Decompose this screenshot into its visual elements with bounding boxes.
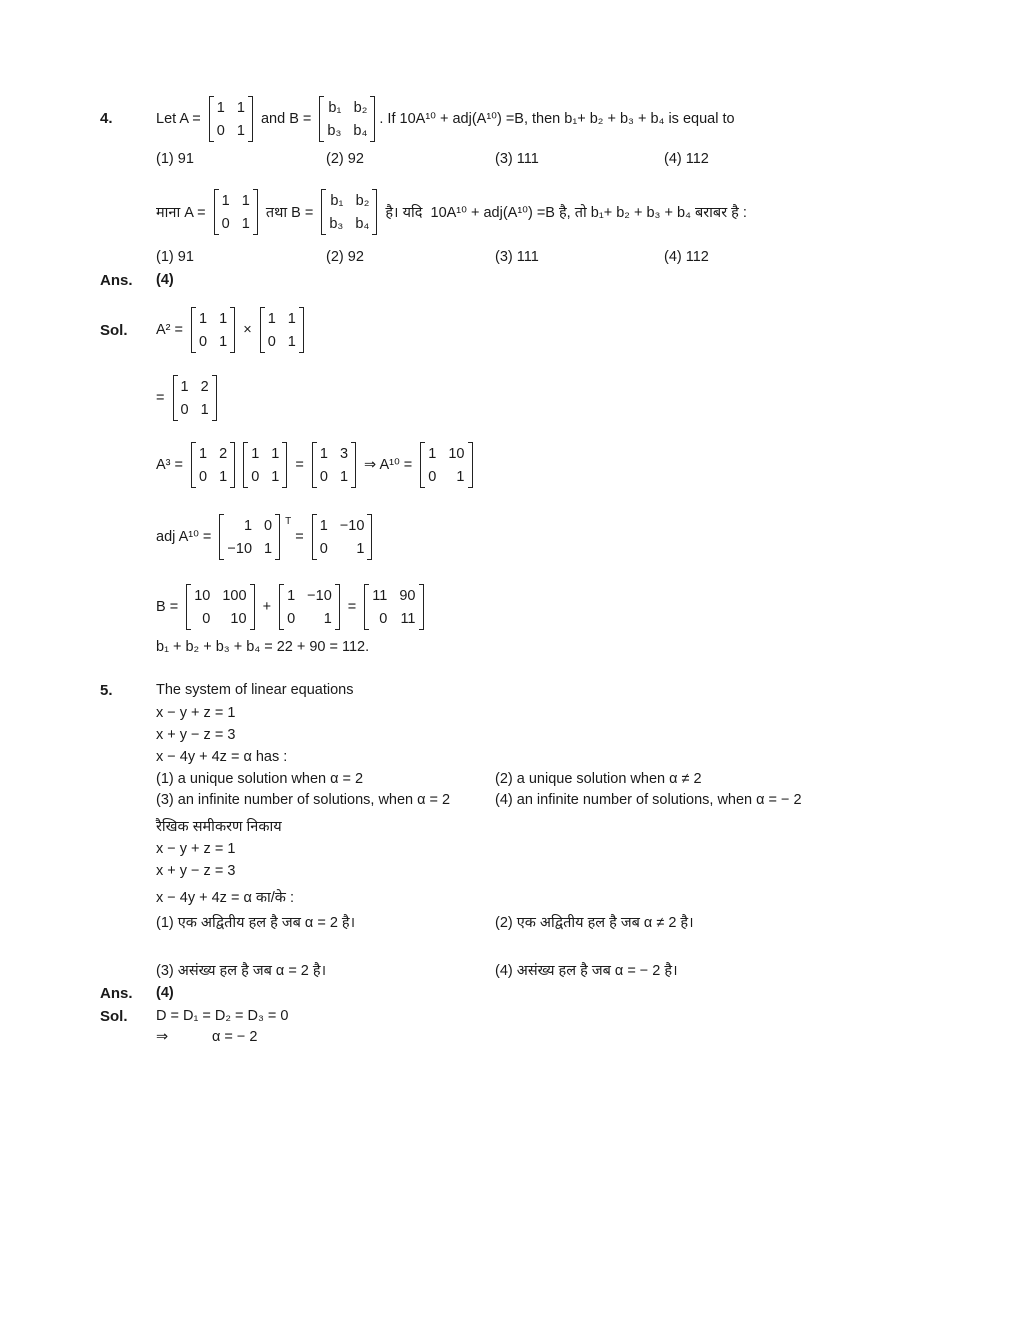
matrix-cell: b₄ [355, 215, 370, 232]
right-bracket [275, 514, 280, 560]
text: A² = [156, 322, 188, 338]
question-number: 5. [100, 682, 113, 699]
matrix-cell: 1 [319, 517, 328, 534]
matrix-cell: 1 [236, 122, 245, 139]
solution-step-3 [156, 445, 477, 485]
answer-label: Ans. [100, 985, 133, 1002]
matrix-b [319, 96, 375, 142]
matrix-cell: 0 [199, 333, 208, 350]
matrix-cell: 1 [428, 445, 437, 462]
answer: (4) [156, 272, 174, 288]
matrix-cell: b₃ [329, 215, 344, 232]
matrix-cell: 1 [221, 192, 230, 209]
text: = [291, 529, 308, 545]
matrix [420, 442, 472, 488]
right-bracket [468, 442, 473, 488]
matrix-cells [284, 584, 335, 630]
answer-label: Ans. [100, 272, 133, 289]
solution-step-2 [156, 378, 221, 418]
text: + [258, 599, 276, 615]
matrix-cells [219, 189, 253, 235]
option-3: (3) an infinite number of solutions, when α = 2 [156, 792, 451, 808]
matrix-cell: b₂ [355, 192, 370, 209]
option-4-hi: (4) असंख्य हल है जब α = − 2 है। [495, 963, 678, 979]
matrix [173, 375, 217, 421]
equation-2-hi: x + y − z = 3 [156, 863, 236, 879]
matrix-cell: 11 [400, 610, 416, 627]
matrix [364, 584, 423, 630]
solution-label: Sol. [100, 1008, 128, 1025]
matrix-a [214, 189, 258, 235]
option-2-hi: (2) 92 [326, 249, 364, 265]
text: A³ = [156, 457, 188, 473]
equation-1: x − y + z = 1 [156, 705, 236, 721]
matrix-cells [178, 375, 212, 421]
solution-step-5 [156, 587, 428, 627]
matrix-cells [248, 442, 282, 488]
option-2: (2) 92 [326, 151, 364, 167]
matrix-cell: 1 [271, 468, 280, 485]
matrix-cell: 1 [323, 610, 332, 627]
matrix-cell: b₂ [353, 99, 368, 116]
text: = [343, 599, 361, 615]
matrix-cell: 1 [219, 310, 228, 327]
matrix-cell: 1 [199, 445, 208, 462]
equation-3: x − 4y + 4z = α has : [156, 749, 288, 765]
matrix-cell: −10 [227, 540, 253, 557]
matrix-cells [191, 584, 249, 630]
matrix-cells [265, 307, 299, 353]
matrix-cell: 1 [219, 333, 228, 350]
matrix-cell: 1 [236, 99, 245, 116]
option-1: (1) a unique solution when α = 2 [156, 771, 364, 787]
text: माना A = [156, 205, 210, 221]
matrix-cell: 1 [251, 445, 260, 462]
matrix-cell: 1 [264, 540, 273, 557]
matrix-cell: 1 [319, 445, 328, 462]
matrix-cell: −10 [339, 517, 365, 534]
matrix-cell: b₁ [330, 192, 344, 209]
option-1-hi: (1) 91 [156, 249, 194, 265]
text: Let A = [156, 111, 205, 127]
matrix-cell: 0 [428, 468, 437, 485]
matrix-cell: −10 [307, 587, 332, 604]
matrix-cells [196, 307, 230, 353]
text: = [291, 457, 308, 473]
matrix-cell: 0 [180, 401, 189, 418]
right-bracket [372, 189, 377, 235]
matrix-cells [369, 584, 418, 630]
matrix-cell: 1 [339, 468, 349, 485]
matrix-cell: 1 [356, 540, 365, 557]
equation-2: x + y − z = 3 [156, 727, 236, 743]
option-3: (3) 111 [495, 151, 539, 167]
equation-1-hi: x − y + z = 1 [156, 841, 236, 857]
matrix [191, 307, 235, 353]
matrix-a [209, 96, 253, 142]
matrix [312, 514, 373, 560]
right-bracket [299, 307, 304, 353]
matrix-cell: 1 [180, 378, 189, 395]
matrix-cell: b₃ [327, 122, 342, 139]
matrix [243, 442, 287, 488]
matrix [279, 584, 340, 630]
text: ⇒ A¹⁰ = [360, 457, 417, 473]
matrix-cell: 3 [339, 445, 349, 462]
matrix-cell: 1 [219, 468, 228, 485]
matrix-cells [317, 442, 351, 488]
question-5-intro-hi: रैखिक समीकरण निकाय [156, 819, 282, 835]
right-bracket [212, 375, 217, 421]
solution-line-1: D = D₁ = D₂ = D₃ = 0 [156, 1008, 289, 1024]
matrix-cell: 0 [319, 468, 328, 485]
right-bracket [250, 584, 255, 630]
matrix-cell: 1 [267, 310, 276, 327]
text: and B = [256, 111, 316, 127]
solution-step-4 [156, 515, 376, 557]
matrix-cell: 0 [264, 517, 273, 534]
option-1-hi: (1) एक अद्वितीय हल है जब α = 2 है। [156, 915, 356, 931]
question-5-intro: The system of linear equations [156, 682, 354, 698]
right-bracket [282, 442, 287, 488]
question-number: 4. [100, 110, 113, 127]
option-4: (4) 112 [664, 151, 709, 167]
right-bracket [419, 584, 424, 630]
matrix-cell: 1 [287, 310, 296, 327]
option-3-hi: (3) असंख्य हल है जब α = 2 है। [156, 963, 327, 979]
matrix-cell: 11 [372, 587, 388, 604]
matrix-cell: 1 [287, 587, 296, 604]
matrix [260, 307, 304, 353]
text: × [239, 322, 256, 338]
text: है। यदि 10A¹⁰ + adj(A¹⁰) =B है, तो b₁+ b₂ + b₃ + b₄ बराबर है : [381, 205, 747, 221]
text: B = [156, 599, 183, 615]
right-bracket [351, 442, 356, 488]
text: तथा B = [261, 205, 318, 221]
matrix-cell: 90 [399, 587, 416, 604]
matrix-cells [196, 442, 230, 488]
matrix-cell: 1 [456, 468, 465, 485]
matrix-cells [324, 96, 370, 142]
question-4-english [156, 99, 735, 139]
matrix-cell: 1 [271, 445, 280, 462]
matrix-cells [224, 514, 275, 560]
right-bracket [367, 514, 372, 560]
matrix-cell: 0 [199, 468, 208, 485]
option-4-hi: (4) 112 [664, 249, 709, 265]
matrix [312, 442, 356, 488]
matrix-cell: 1 [241, 192, 250, 209]
equation-3-hi: x − 4y + 4z = α का/के : [156, 890, 294, 906]
option-2: (2) a unique solution when α ≠ 2 [495, 771, 702, 787]
matrix-cell: 0 [267, 333, 276, 350]
solution-label: Sol. [100, 322, 128, 339]
matrix-cells [317, 514, 368, 560]
matrix-cells [425, 442, 467, 488]
text: . If 10A¹⁰ + adj(A¹⁰) =B, then b₁+ b₂ + b₃ + b₄ is equal to [379, 111, 735, 127]
option-2-hi: (2) एक अद्वितीय हल है जब α ≠ 2 है। [495, 915, 694, 931]
transpose-mark: T [285, 515, 292, 527]
matrix-cell: 2 [200, 378, 209, 395]
option-4: (4) an infinite number of solutions, when α = − 2 [495, 792, 802, 808]
matrix-cell: b₄ [353, 122, 368, 139]
matrix-cell: 1 [243, 517, 253, 534]
solution-line-2: α = − 2 [212, 1029, 258, 1045]
matrix-cell: 10 [194, 587, 211, 604]
matrix-cells [214, 96, 248, 142]
matrix-cell: 10 [448, 445, 465, 462]
option-3-hi: (3) 111 [495, 249, 539, 265]
answer: (4) [156, 985, 174, 1001]
matrix-cell: 0 [216, 122, 225, 139]
solution-step-6: b₁ + b₂ + b₃ + b₄ = 22 + 90 = 112. [156, 639, 370, 655]
matrix [219, 514, 280, 560]
matrix-cell: 0 [202, 610, 211, 627]
matrix-cell: 1 [199, 310, 208, 327]
matrix-cell: 0 [221, 215, 230, 232]
right-bracket [370, 96, 375, 142]
matrix-cell: b₁ [328, 99, 342, 116]
solution-step-1 [156, 310, 308, 350]
matrix-cell: 1 [287, 333, 296, 350]
text: adj A¹⁰ = [156, 529, 216, 545]
matrix-cell: 2 [219, 445, 228, 462]
matrix-cell: 10 [230, 610, 247, 627]
right-bracket [248, 96, 253, 142]
right-bracket [335, 584, 340, 630]
right-bracket [230, 442, 235, 488]
matrix-cell: 100 [222, 587, 247, 604]
matrix-cells [326, 189, 372, 235]
matrix-cell: 0 [251, 468, 260, 485]
matrix-b [321, 189, 377, 235]
matrix-cell: 0 [287, 610, 296, 627]
matrix-cell: 1 [216, 99, 225, 116]
right-bracket [253, 189, 258, 235]
matrix [186, 584, 254, 630]
matrix [191, 442, 235, 488]
matrix-cell: 0 [379, 610, 388, 627]
implies-arrow: ⇒ [156, 1029, 169, 1045]
question-4-hindi [156, 192, 747, 232]
option-1: (1) 91 [156, 151, 194, 167]
text: = [156, 390, 169, 406]
matrix-cell: 0 [319, 540, 328, 557]
right-bracket [230, 307, 235, 353]
matrix-cell: 1 [200, 401, 209, 418]
matrix-cell: 1 [241, 215, 250, 232]
